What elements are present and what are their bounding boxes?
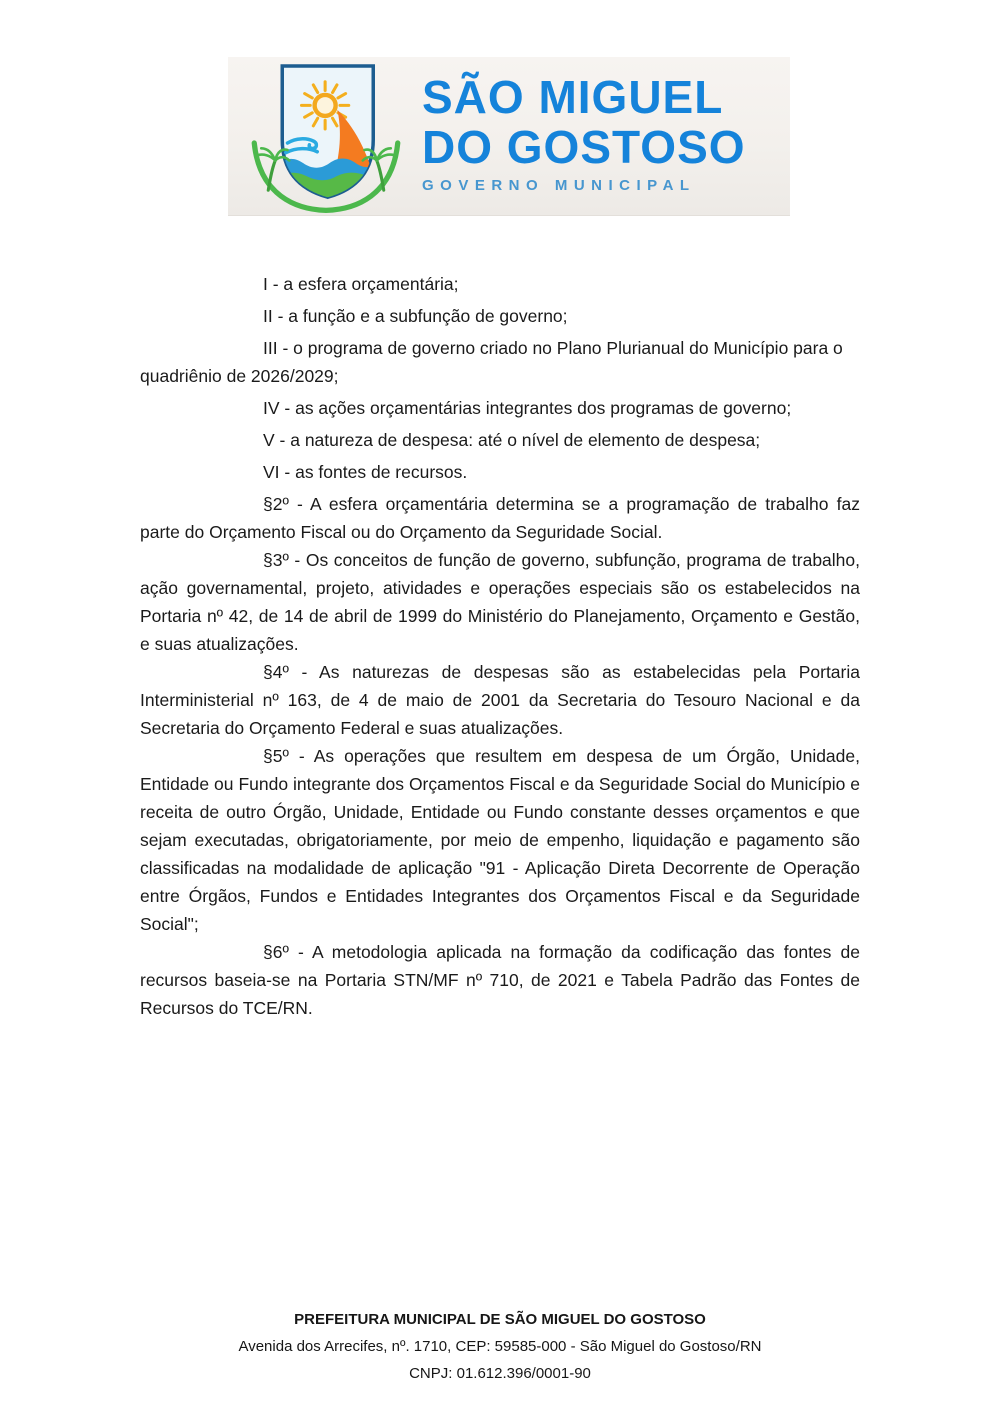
list-item-3: III - o programa de governo criado no Plano Plurianual do Município para o quadriênio de 2026/2029; xyxy=(140,338,843,386)
paragraph-6: §6º - A metodologia aplicada na formação da codificação das fontes de recursos baseia-se na Portaria STN/MF nº 710, de 2021 e Tabela Padrão das Fontes de Recursos do TCE/RN. xyxy=(140,942,860,1018)
list-item-6: VI - as fontes de recursos. xyxy=(263,462,468,482)
list-item-4: IV - as ações orçamentárias integrantes dos programas de governo; xyxy=(263,398,792,418)
paragraph-2: §2º - A esfera orçamentária determina se a programação de trabalho faz parte do Orçamento Fiscal ou do Orçamento da Seguridade Social. xyxy=(140,494,860,542)
paragraph-5: §5º - As operações que resultem em despesa de um Órgão, Unidade, Entidade ou Fundo integrante dos Orçamentos Fiscal e da Seguridade Social do Município e receita de outro Órgão, Unidade, Entidade ou Fundo constante desses orçamentos e que sejam executadas, obrigatoriamente, por meio de empenho, liquidação e pagamento são classificadas na modalidade de aplicação "91 - Aplicação Direta Decorrente de Operação entre Órgãos, Fundos e Entidades Integrantes dos Orçamentos Fiscal e da Seguridade Social"; xyxy=(140,746,860,934)
logo-wordmark xyxy=(422,72,746,200)
footer-address: Avenida dos Arrecifes, nº. 1710, CEP: 59585-000 - São Miguel do Gostoso/RN xyxy=(238,1338,762,1355)
list-item-1: I - a esfera orçamentária; xyxy=(263,274,459,294)
logo-title-line1: SÃO MIGUEL xyxy=(422,71,724,123)
logo-title-line2: DO GOSTOSO xyxy=(422,121,746,173)
municipal-logo xyxy=(228,57,790,216)
paragraph-4: §4º - As naturezas de despesas são as estabelecidas pela Portaria Interministerial nº 163, de 4 de maio de 2001 da Secretaria do Tesouro Nacional e da Secretaria do Orçamento Federal e suas atualizações. xyxy=(140,662,860,738)
document-footer xyxy=(0,1306,1000,1387)
footer-org-name: PREFEITURA MUNICIPAL DE SÃO MIGUEL DO GOSTOSO xyxy=(294,1311,706,1328)
footer-cnpj: CNPJ: 01.612.396/0001-90 xyxy=(409,1365,591,1382)
document-body xyxy=(140,270,860,1022)
logo-subtitle: GOVERNO MUNICIPAL xyxy=(422,177,696,194)
list-item-5: V - a natureza de despesa: até o nível de elemento de despesa; xyxy=(263,430,761,450)
municipal-crest-icon xyxy=(236,59,416,213)
list-item-2: II - a função e a subfunção de governo; xyxy=(263,306,568,326)
paragraph-3: §3º - Os conceitos de função de governo, subfunção, programa de trabalho, ação governamental, projeto, atividades e operações especiais são os estabelecidos na Portaria nº 42, de 14 de abril de 1999 do Ministério do Planejamento, Orçamento e Gestão, e suas atualizações. xyxy=(140,550,860,654)
